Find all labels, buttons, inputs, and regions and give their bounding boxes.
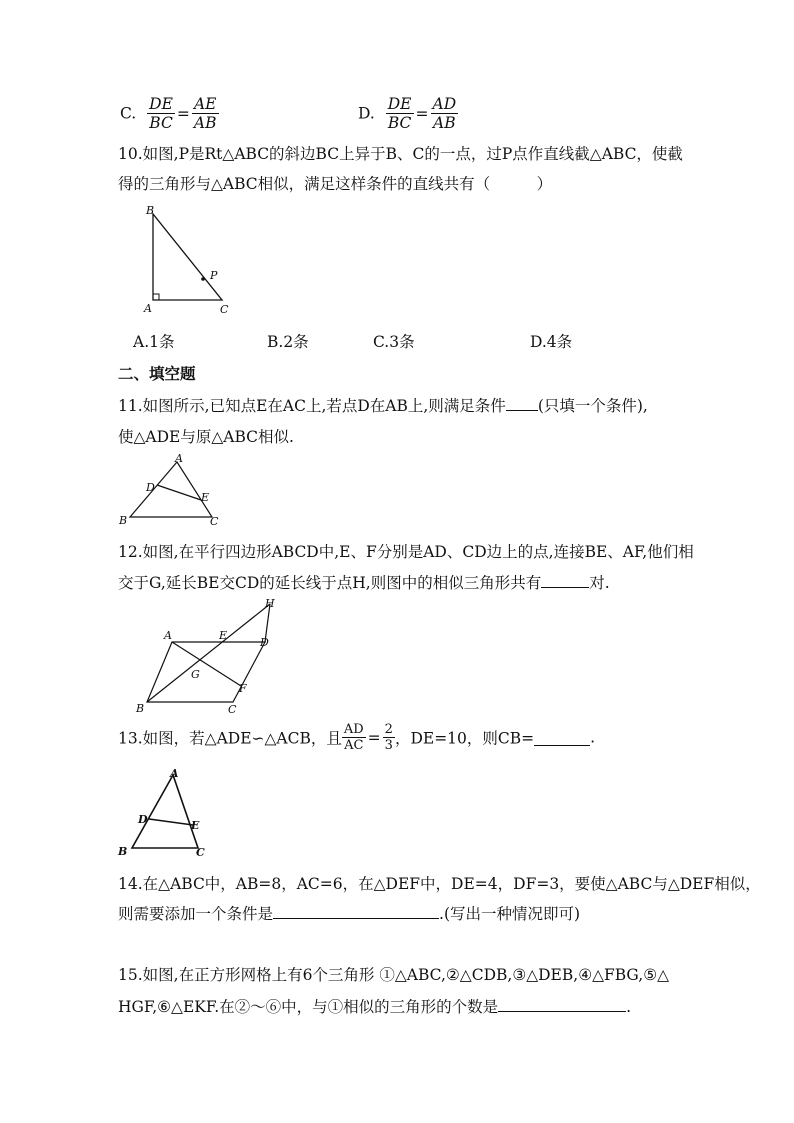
- label-c: C: [220, 303, 229, 316]
- q15-line1: 15.如图,在正方形网格上有6个三角形 ①△ABC,②△CDB,③△DEB,④△FBG,⑤△: [118, 966, 670, 984]
- q11-line1: 11.如图所示,已知点E在AC上,若点D在AB上,则满足条件 (只填一个条件),: [118, 397, 648, 415]
- label-c: C: [228, 703, 237, 716]
- q12-line2: 交于G,延长BE交CD的延长线于点H,则图中的相似三角形共有 对.: [118, 574, 610, 592]
- label-a: A: [170, 767, 179, 780]
- answer-blank[interactable]: [506, 395, 538, 411]
- answer-blank[interactable]: [541, 572, 589, 588]
- label-e: E: [191, 819, 200, 832]
- section-title: 二、填空题: [118, 365, 196, 383]
- answer-blank[interactable]: [498, 996, 626, 1012]
- label-f: F: [239, 682, 247, 695]
- q13-line: 13.如图，若△ADE∽△ACB，且 $\frac{AD}{AC}$ = $\frac{2}{3}$ ，DE=10，则CB= .: [118, 722, 596, 753]
- q9-option-c: C. $\frac{DE}{BC}$ = $\frac{AE}{AB}$: [120, 95, 217, 132]
- q14-line2: 则需要添加一个条件是 .(写出一种情况即可): [118, 905, 581, 923]
- fraction-ad-ac: $\frac{AD}{AC}$: [343, 722, 364, 753]
- fraction: $\frac{DE}{BC}$: [149, 95, 173, 132]
- label-p: P: [210, 269, 218, 282]
- label-e: E: [219, 629, 228, 642]
- label-g: G: [191, 668, 200, 681]
- q10-option-a: A.1条: [133, 333, 175, 351]
- label-b: B: [136, 702, 145, 715]
- fraction: $\frac{DE}{BC}$: [387, 95, 412, 132]
- q12-parallelogram-figure: [130, 592, 290, 720]
- option-label: C.: [120, 104, 137, 123]
- q11-line2: 使△ADE与原△ABC相似.: [118, 428, 294, 446]
- q15-line2: HGF,⑥△EKF.在②～⑥中，与①相似的三角形的个数是 .: [118, 998, 632, 1016]
- label-a: A: [164, 629, 172, 642]
- fraction: $\frac{AE}{AB}$: [193, 95, 217, 132]
- fraction: $\frac{AD}{AB}$: [432, 95, 457, 132]
- q10-option-b: B.2条: [267, 333, 309, 351]
- answer-blank[interactable]: [273, 903, 439, 919]
- label-d: D: [146, 481, 155, 494]
- label-b: B: [118, 845, 128, 858]
- label-e: E: [201, 491, 210, 504]
- q10-option-c: C.3条: [373, 333, 415, 351]
- label-h: H: [265, 597, 275, 610]
- label-b: B: [146, 204, 155, 217]
- q11-triangle-figure: [115, 452, 225, 528]
- q10-option-d: D.4条: [530, 333, 573, 351]
- option-label: D.: [358, 104, 375, 123]
- answer-blank[interactable]: [534, 730, 590, 746]
- label-d: D: [138, 813, 148, 826]
- label-b: B: [119, 514, 128, 527]
- label-a: A: [144, 302, 152, 315]
- q14-line1: 14.在△ABC中，AB=8，AC=6，在△DEF中，DE=4，DF=3，要使△ABC与△DEF相似，: [118, 875, 761, 893]
- q10-line1: 10.如图,P是Rt△ABC的斜边BC上异于B、C的一点，过P点作直线截△ABC，使截: [118, 145, 683, 163]
- q9-option-d: D. $\frac{DE}{BC}$ = $\frac{AD}{AB}$: [358, 95, 457, 132]
- label-c: C: [196, 846, 205, 859]
- q12-line1: 12.如图,在平行四边形ABCD中,E、F分别是AD、CD边上的点,连接BE、AF,他们相: [118, 543, 694, 561]
- label-a: A: [175, 452, 183, 465]
- label-c: C: [210, 515, 219, 528]
- fraction-2-3: $\frac{2}{3}$: [384, 722, 393, 753]
- label-d: D: [260, 636, 269, 649]
- q13-triangle-figure: [115, 765, 215, 860]
- q10-line2: 得的三角形与△ABC相似，满足这样条件的直线共有（ ）: [118, 175, 553, 193]
- q10-right-triangle-figure: [140, 200, 240, 320]
